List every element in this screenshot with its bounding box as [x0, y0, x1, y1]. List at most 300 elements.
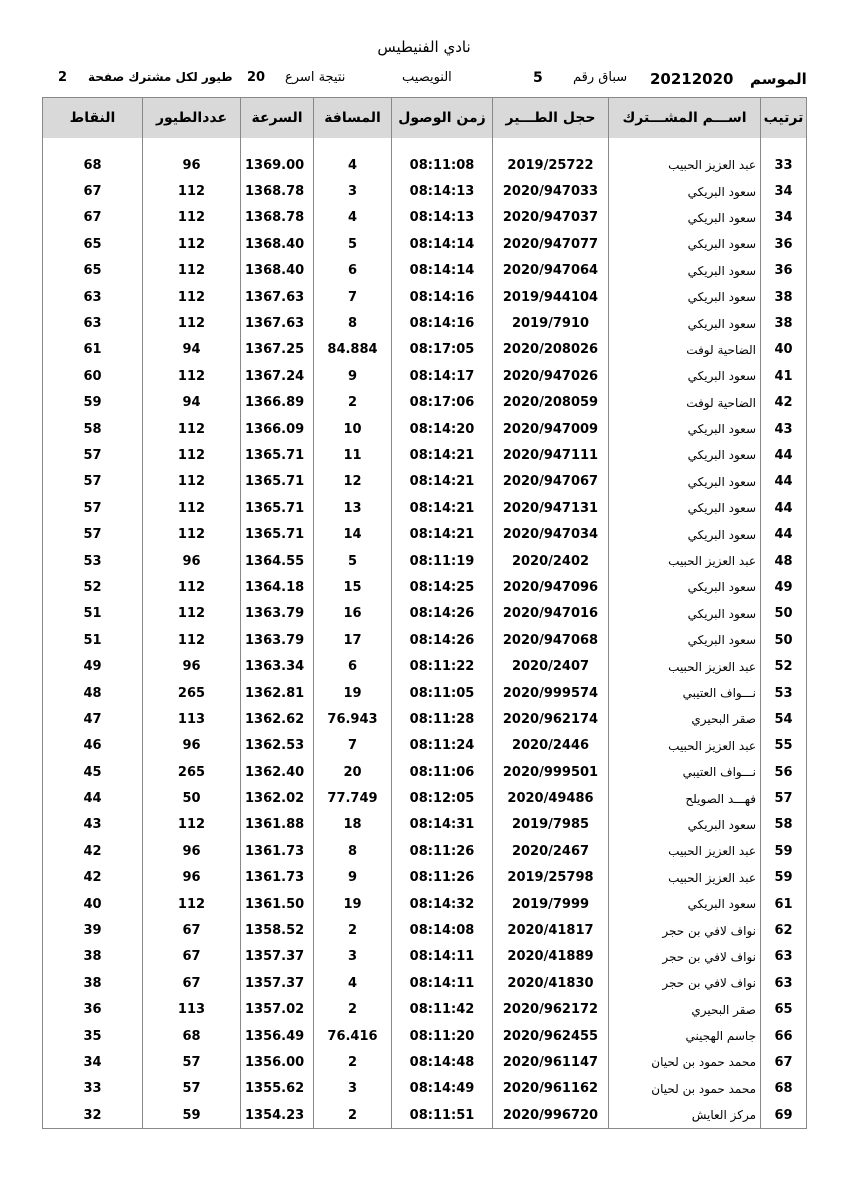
speed-cell: 1364.18: [241, 574, 314, 600]
col-header-arrival-time: زمن الوصول: [392, 98, 493, 139]
arrival-time-cell: 08:14:21: [392, 442, 493, 468]
bird-count-cell: 96: [143, 838, 241, 864]
ring-number-cell: 2019/25722: [493, 152, 609, 178]
participant-name-cell: محمد حمود بن لحيان: [609, 1049, 761, 1075]
table-row: [43, 574, 807, 600]
speed-cell: 1368.40: [241, 258, 314, 284]
results-table-wrap: [42, 97, 806, 1133]
rank-cell: 56: [761, 759, 807, 785]
bird-count-cell: 265: [143, 680, 241, 706]
points-cell: 60: [43, 363, 143, 389]
table-row: [43, 310, 807, 336]
points-cell: 33: [43, 1076, 143, 1102]
col-header-bird-count: عددالطيور: [143, 98, 241, 139]
arrival-time-cell: 08:11:08: [392, 152, 493, 178]
rank-cell: 59: [761, 865, 807, 891]
ring-number-cell: 2020/208026: [493, 337, 609, 363]
bird-count-cell: 50: [143, 785, 241, 811]
bird-count-cell: 94: [143, 337, 241, 363]
bird-count-cell: 59: [143, 1102, 241, 1129]
ring-number-cell: 2019/25798: [493, 865, 609, 891]
participant-name-cell: محمد حمود بن لحيان: [609, 1076, 761, 1102]
rank-cell: 36: [761, 258, 807, 284]
speed-cell: 1367.63: [241, 284, 314, 310]
points-cell: 53: [43, 548, 143, 574]
arrival-time-cell: 08:14:48: [392, 1049, 493, 1075]
rank-cell: 49: [761, 574, 807, 600]
col-header-distance: المسافة: [314, 98, 392, 139]
rank-cell: 36: [761, 231, 807, 257]
ring-number-cell: 2020/947026: [493, 363, 609, 389]
participant-name-cell: سعود البريكي: [609, 627, 761, 653]
ring-number-cell: 2019/7985: [493, 812, 609, 838]
rank-cell: 34: [761, 205, 807, 231]
participant-name-cell: سعود البريكي: [609, 363, 761, 389]
points-cell: 35: [43, 1023, 143, 1049]
arrival-time-cell: 08:17:06: [392, 390, 493, 416]
bird-count-cell: 112: [143, 469, 241, 495]
distance-cell: 9: [314, 363, 392, 389]
speed-cell: 1362.02: [241, 785, 314, 811]
points-cell: 58: [43, 416, 143, 442]
rank-cell: 42: [761, 390, 807, 416]
ring-number-cell: 2020/999574: [493, 680, 609, 706]
ring-number-cell: 2020/49486: [493, 785, 609, 811]
points-cell: 57: [43, 442, 143, 468]
bird-count-cell: 265: [143, 759, 241, 785]
rank-cell: 53: [761, 680, 807, 706]
rank-cell: 43: [761, 416, 807, 442]
bird-count-cell: 112: [143, 601, 241, 627]
points-cell: 46: [43, 733, 143, 759]
arrival-time-cell: 08:14:21: [392, 495, 493, 521]
points-cell: 51: [43, 627, 143, 653]
ring-number-cell: 2020/947064: [493, 258, 609, 284]
arrival-time-cell: 08:14:17: [392, 363, 493, 389]
bird-count-cell: 112: [143, 627, 241, 653]
speed-cell: 1369.00: [241, 152, 314, 178]
points-cell: 59: [43, 390, 143, 416]
points-cell: 42: [43, 838, 143, 864]
distance-cell: 2: [314, 1102, 392, 1129]
ring-number-cell: 2020/961147: [493, 1049, 609, 1075]
distance-cell: 3: [314, 178, 392, 204]
bird-count-cell: 112: [143, 495, 241, 521]
arrival-time-cell: 08:11:24: [392, 733, 493, 759]
rank-cell: 61: [761, 891, 807, 917]
points-cell: 49: [43, 653, 143, 679]
participant-name-cell: نـــواف العتيبي: [609, 680, 761, 706]
points-cell: 38: [43, 944, 143, 970]
bird-count-cell: 112: [143, 258, 241, 284]
points-cell: 52: [43, 574, 143, 600]
distance-cell: 16: [314, 601, 392, 627]
season-label: الموسم: [750, 70, 807, 88]
ring-number-cell: 2020/962174: [493, 706, 609, 732]
speed-cell: 1357.37: [241, 970, 314, 996]
season-value: 20212020: [650, 70, 734, 88]
speed-cell: 1364.55: [241, 548, 314, 574]
race-info-row: [40, 70, 810, 90]
distance-cell: 2: [314, 917, 392, 943]
participant-name-cell: صقر البحيري: [609, 706, 761, 732]
bird-count-cell: 67: [143, 917, 241, 943]
rank-cell: 44: [761, 521, 807, 547]
ring-number-cell: 2020/962172: [493, 997, 609, 1023]
col-header-speed: السرعة: [241, 98, 314, 139]
speed-cell: 1368.40: [241, 231, 314, 257]
points-cell: 65: [43, 231, 143, 257]
rank-cell: 67: [761, 1049, 807, 1075]
participant-name-cell: سعود البريكي: [609, 205, 761, 231]
ring-number-cell: 2020/41817: [493, 917, 609, 943]
arrival-time-cell: 08:14:13: [392, 178, 493, 204]
distance-cell: 76.416: [314, 1023, 392, 1049]
rank-cell: 41: [761, 363, 807, 389]
table-row: [43, 733, 807, 759]
distance-cell: 76.943: [314, 706, 392, 732]
participant-name-cell: سعود البريكي: [609, 891, 761, 917]
rank-cell: 54: [761, 706, 807, 732]
speed-cell: 1368.78: [241, 205, 314, 231]
points-cell: 67: [43, 205, 143, 231]
col-header-name: اســـم المشـــترك: [609, 98, 761, 139]
participant-name-cell: سعود البريكي: [609, 574, 761, 600]
rank-cell: 38: [761, 284, 807, 310]
rank-cell: 59: [761, 838, 807, 864]
distance-cell: 6: [314, 653, 392, 679]
arrival-time-cell: 08:14:14: [392, 258, 493, 284]
points-cell: 32: [43, 1102, 143, 1129]
distance-cell: 13: [314, 495, 392, 521]
bird-count-cell: 57: [143, 1076, 241, 1102]
rank-cell: 57: [761, 785, 807, 811]
participant-name-cell: سعود البريكي: [609, 416, 761, 442]
points-cell: 36: [43, 997, 143, 1023]
points-cell: 63: [43, 310, 143, 336]
speed-cell: 1367.24: [241, 363, 314, 389]
rank-cell: 63: [761, 944, 807, 970]
bird-count-cell: 112: [143, 310, 241, 336]
distance-cell: 12: [314, 469, 392, 495]
points-cell: 44: [43, 785, 143, 811]
table-row: [43, 416, 807, 442]
distance-cell: 8: [314, 838, 392, 864]
rank-cell: 52: [761, 653, 807, 679]
points-cell: 39: [43, 917, 143, 943]
rank-cell: 55: [761, 733, 807, 759]
ring-number-cell: 2020/947096: [493, 574, 609, 600]
rank-cell: 68: [761, 1076, 807, 1102]
distance-cell: 5: [314, 548, 392, 574]
participant-name-cell: سعود البريكي: [609, 231, 761, 257]
points-cell: 43: [43, 812, 143, 838]
points-cell: 34: [43, 1049, 143, 1075]
rank-cell: 50: [761, 601, 807, 627]
speed-cell: 1365.71: [241, 521, 314, 547]
participant-name-cell: فهـــد الصويلح: [609, 785, 761, 811]
table-row: [43, 548, 807, 574]
table-row: [43, 680, 807, 706]
arrival-time-cell: 08:12:05: [392, 785, 493, 811]
bird-count-cell: 112: [143, 521, 241, 547]
participant-name-cell: جاسم الهجيني: [609, 1023, 761, 1049]
race-name: النويصيب: [402, 70, 452, 85]
speed-cell: 1367.25: [241, 337, 314, 363]
arrival-time-cell: 08:11:06: [392, 759, 493, 785]
bird-count-cell: 112: [143, 891, 241, 917]
arrival-time-cell: 08:11:26: [392, 865, 493, 891]
participant-name-cell: الضاحية لوفت: [609, 390, 761, 416]
speed-cell: 1363.79: [241, 601, 314, 627]
speed-cell: 1367.63: [241, 310, 314, 336]
ring-number-cell: 2020/947131: [493, 495, 609, 521]
col-header-ring: حجل الطـــير: [493, 98, 609, 139]
participant-name-cell: سعود البريكي: [609, 469, 761, 495]
bird-count-cell: 113: [143, 997, 241, 1023]
bird-count-cell: 112: [143, 812, 241, 838]
participant-name-cell: نـــواف العتيبي: [609, 759, 761, 785]
participant-name-cell: عبد العزيز الحبيب: [609, 653, 761, 679]
table-row: [43, 258, 807, 284]
table-row: [43, 205, 807, 231]
ring-number-cell: 2020/947034: [493, 521, 609, 547]
arrival-time-cell: 08:14:11: [392, 944, 493, 970]
rank-cell: 40: [761, 337, 807, 363]
speed-cell: 1357.02: [241, 997, 314, 1023]
arrival-time-cell: 08:17:05: [392, 337, 493, 363]
bird-count-cell: 96: [143, 653, 241, 679]
ring-number-cell: 2020/208059: [493, 390, 609, 416]
table-row: [43, 653, 807, 679]
ring-number-cell: 2020/999501: [493, 759, 609, 785]
col-header-points: النقاط: [43, 98, 143, 139]
race-number: 5: [533, 70, 543, 86]
points-cell: 51: [43, 601, 143, 627]
distance-cell: 4: [314, 152, 392, 178]
bird-count-cell: 96: [143, 152, 241, 178]
ring-number-cell: 2019/7910: [493, 310, 609, 336]
distance-cell: 20: [314, 759, 392, 785]
speed-cell: 1355.62: [241, 1076, 314, 1102]
distance-cell: 17: [314, 627, 392, 653]
arrival-time-cell: 08:14:16: [392, 284, 493, 310]
points-cell: 40: [43, 891, 143, 917]
table-row: [43, 759, 807, 785]
distance-cell: 14: [314, 521, 392, 547]
ring-number-cell: 2020/947068: [493, 627, 609, 653]
table-row: [43, 706, 807, 732]
bird-count-cell: 67: [143, 970, 241, 996]
arrival-time-cell: 08:14:26: [392, 627, 493, 653]
rank-cell: 44: [761, 469, 807, 495]
participant-name-cell: سعود البريكي: [609, 258, 761, 284]
distance-cell: 7: [314, 284, 392, 310]
ring-number-cell: 2020/2467: [493, 838, 609, 864]
table-row: [43, 337, 807, 363]
speed-cell: 1357.37: [241, 944, 314, 970]
table-spacer-row: [43, 138, 807, 152]
ring-number-cell: 2020/41830: [493, 970, 609, 996]
ring-number-cell: 2020/947067: [493, 469, 609, 495]
rank-cell: 48: [761, 548, 807, 574]
speed-cell: 1362.62: [241, 706, 314, 732]
arrival-time-cell: 08:11:51: [392, 1102, 493, 1129]
participant-name-cell: نواف لافي بن حجر: [609, 917, 761, 943]
participant-name-cell: مركز العايش: [609, 1102, 761, 1129]
rank-cell: 62: [761, 917, 807, 943]
distance-cell: 2: [314, 997, 392, 1023]
table-row: [43, 1076, 807, 1102]
participant-name-cell: سعود البريكي: [609, 284, 761, 310]
table-row: [43, 1049, 807, 1075]
ring-number-cell: 2020/2446: [493, 733, 609, 759]
distance-cell: 77.749: [314, 785, 392, 811]
arrival-time-cell: 08:14:31: [392, 812, 493, 838]
rank-cell: 44: [761, 495, 807, 521]
points-cell: 38: [43, 970, 143, 996]
table-row: [43, 1023, 807, 1049]
participant-name-cell: عبد العزيز الحبيب: [609, 548, 761, 574]
rank-cell: 66: [761, 1023, 807, 1049]
rank-cell: 58: [761, 812, 807, 838]
rank-cell: 63: [761, 970, 807, 996]
table-header-row: [43, 98, 807, 139]
distance-cell: 10: [314, 416, 392, 442]
points-cell: 57: [43, 495, 143, 521]
result-type: نتيجة اسرع: [285, 70, 346, 85]
arrival-time-cell: 08:14:14: [392, 231, 493, 257]
arrival-time-cell: 08:11:20: [392, 1023, 493, 1049]
participant-name-cell: عبد العزيز الحبيب: [609, 865, 761, 891]
arrival-time-cell: 08:14:49: [392, 1076, 493, 1102]
distance-cell: 4: [314, 205, 392, 231]
participant-name-cell: الضاحية لوفت: [609, 337, 761, 363]
participant-name-cell: سعود البريكي: [609, 812, 761, 838]
arrival-time-cell: 08:14:21: [392, 521, 493, 547]
bird-count-cell: 57: [143, 1049, 241, 1075]
table-row: [43, 469, 807, 495]
table-row: [43, 997, 807, 1023]
distance-cell: 7: [314, 733, 392, 759]
arrival-time-cell: 08:14:20: [392, 416, 493, 442]
points-cell: 47: [43, 706, 143, 732]
results-table: [42, 97, 807, 1129]
bird-count-cell: 96: [143, 865, 241, 891]
arrival-time-cell: 08:11:26: [392, 838, 493, 864]
distance-cell: 6: [314, 258, 392, 284]
bird-count-cell: 112: [143, 442, 241, 468]
table-row: [43, 390, 807, 416]
arrival-time-cell: 08:11:28: [392, 706, 493, 732]
table-row: [43, 1102, 807, 1129]
table-row: [43, 152, 807, 178]
points-cell: 57: [43, 469, 143, 495]
participant-name-cell: نواف لافي بن حجر: [609, 970, 761, 996]
rank-cell: 34: [761, 178, 807, 204]
arrival-time-cell: 08:11:22: [392, 653, 493, 679]
speed-cell: 1363.79: [241, 627, 314, 653]
table-row: [43, 970, 807, 996]
ring-number-cell: 2020/962455: [493, 1023, 609, 1049]
distance-cell: 9: [314, 865, 392, 891]
birds-count: 20: [247, 70, 266, 85]
speed-cell: 1361.50: [241, 891, 314, 917]
bird-count-cell: 67: [143, 944, 241, 970]
distance-cell: 18: [314, 812, 392, 838]
arrival-time-cell: 08:11:19: [392, 548, 493, 574]
table-row: [43, 363, 807, 389]
table-row: [43, 231, 807, 257]
arrival-time-cell: 08:11:42: [392, 997, 493, 1023]
ring-number-cell: 2020/947016: [493, 601, 609, 627]
points-cell: 45: [43, 759, 143, 785]
race-label: سباق رقم: [573, 70, 628, 85]
points-cell: 61: [43, 337, 143, 363]
arrival-time-cell: 08:14:26: [392, 601, 493, 627]
speed-cell: 1354.23: [241, 1102, 314, 1129]
page-number: 2: [58, 70, 68, 85]
points-cell: 42: [43, 865, 143, 891]
speed-cell: 1361.88: [241, 812, 314, 838]
speed-cell: 1368.78: [241, 178, 314, 204]
rank-cell: 50: [761, 627, 807, 653]
rank-cell: 44: [761, 442, 807, 468]
rank-cell: 38: [761, 310, 807, 336]
distance-cell: 2: [314, 1049, 392, 1075]
table-row: [43, 838, 807, 864]
participant-name-cell: صقر البحيري: [609, 997, 761, 1023]
participant-name-cell: عبد العزيز الحبيب: [609, 838, 761, 864]
distance-cell: 3: [314, 1076, 392, 1102]
bird-count-cell: 112: [143, 574, 241, 600]
table-row: [43, 284, 807, 310]
arrival-time-cell: 08:14:16: [392, 310, 493, 336]
participant-name-cell: سعود البريكي: [609, 601, 761, 627]
participant-name-cell: سعود البريكي: [609, 442, 761, 468]
bird-count-cell: 113: [143, 706, 241, 732]
points-cell: 48: [43, 680, 143, 706]
speed-cell: 1361.73: [241, 865, 314, 891]
points-cell: 57: [43, 521, 143, 547]
speed-cell: 1365.71: [241, 469, 314, 495]
arrival-time-cell: 08:14:08: [392, 917, 493, 943]
ring-number-cell: 2020/947037: [493, 205, 609, 231]
speed-cell: 1362.40: [241, 759, 314, 785]
table-row: [43, 601, 807, 627]
table-row: [43, 442, 807, 468]
distance-cell: 15: [314, 574, 392, 600]
distance-cell: 8: [314, 310, 392, 336]
speed-cell: 1356.49: [241, 1023, 314, 1049]
bird-count-cell: 94: [143, 390, 241, 416]
distance-cell: 3: [314, 944, 392, 970]
bird-count-cell: 112: [143, 284, 241, 310]
speed-cell: 1362.81: [241, 680, 314, 706]
ring-number-cell: 2020/947111: [493, 442, 609, 468]
participant-name-cell: سعود البريكي: [609, 310, 761, 336]
arrival-time-cell: 08:14:32: [392, 891, 493, 917]
arrival-time-cell: 08:14:21: [392, 469, 493, 495]
arrival-time-cell: 08:14:13: [392, 205, 493, 231]
ring-number-cell: 2020/947077: [493, 231, 609, 257]
distance-cell: 19: [314, 891, 392, 917]
speed-cell: 1363.34: [241, 653, 314, 679]
table-row: [43, 627, 807, 653]
club-title: نادي الفنيطيس: [377, 38, 471, 56]
speed-cell: 1358.52: [241, 917, 314, 943]
ring-number-cell: 2019/7999: [493, 891, 609, 917]
